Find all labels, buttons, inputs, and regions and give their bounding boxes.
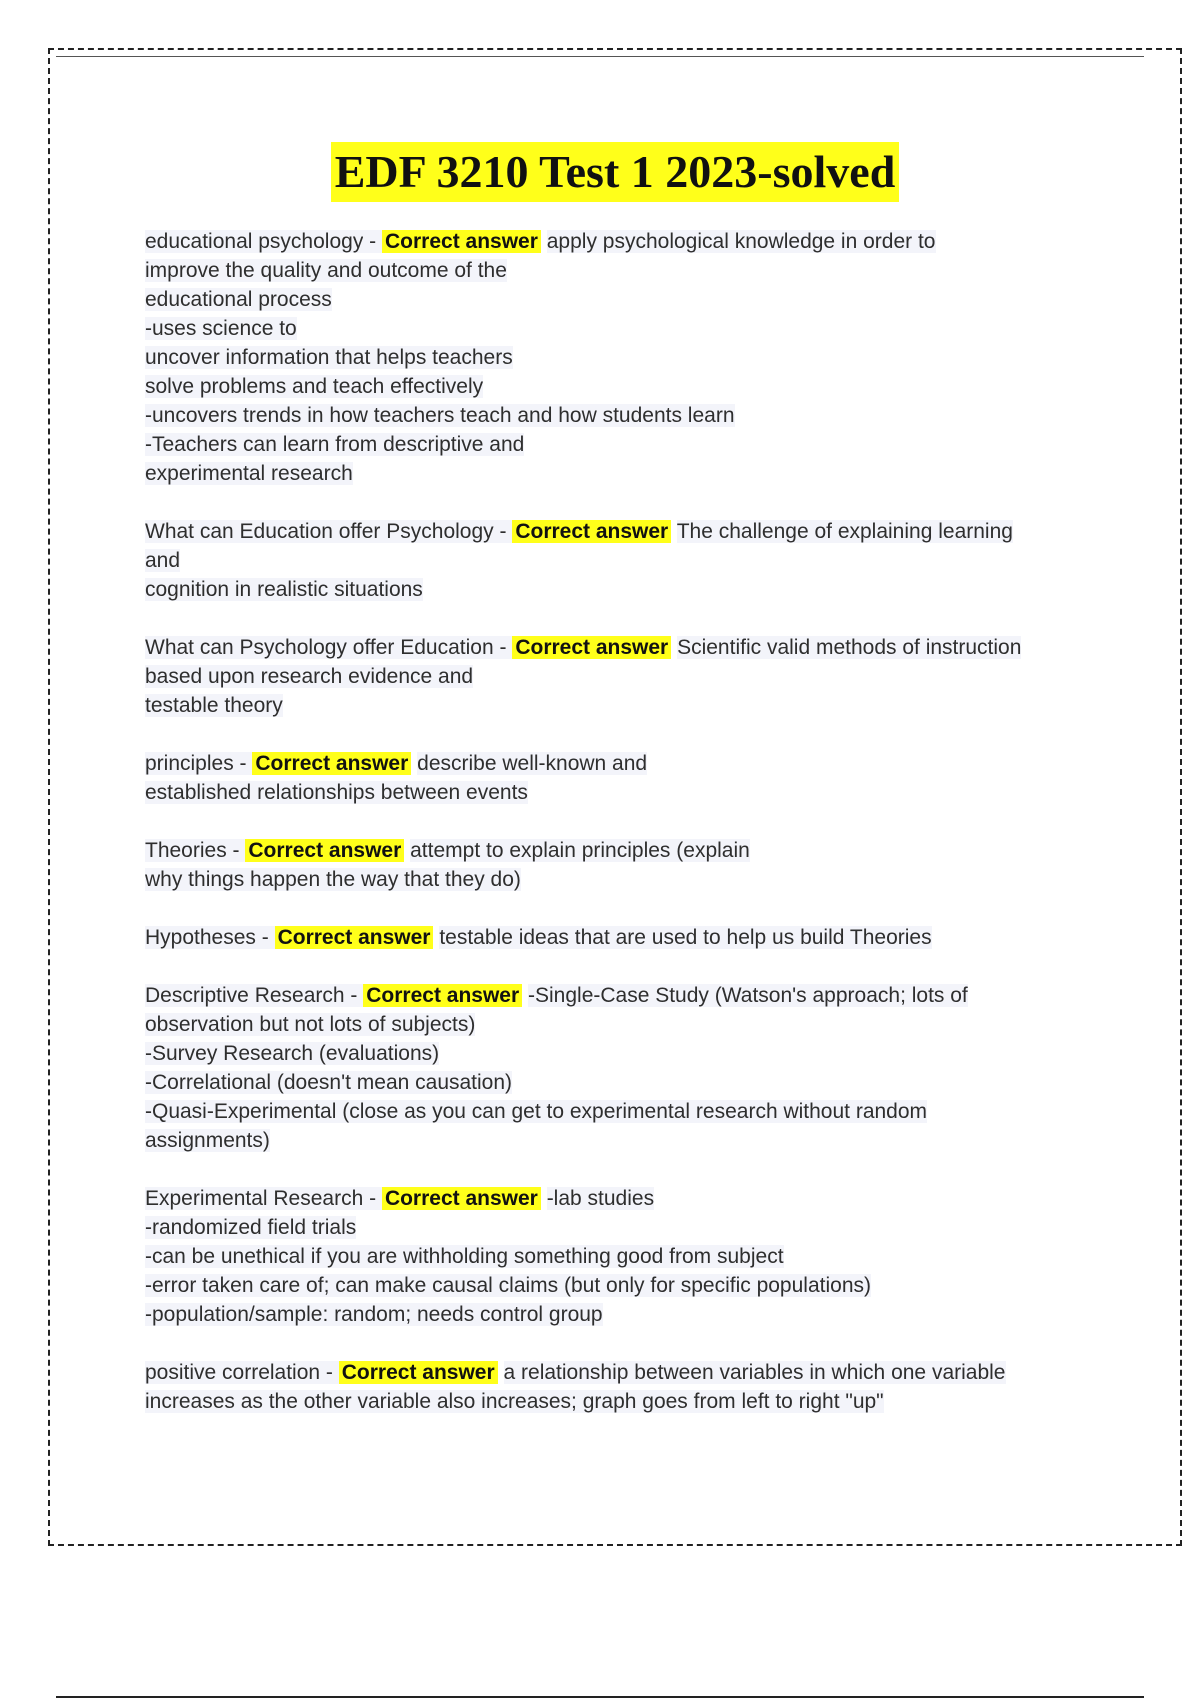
- qa-answer-line: [145, 546, 1075, 575]
- qa-first-line: [145, 749, 1075, 778]
- qa-separator: -: [344, 984, 364, 1007]
- qa-term: What can Education offer Psychology: [145, 520, 494, 543]
- qa-entry: [145, 1358, 1075, 1416]
- qa-separator: -: [493, 520, 513, 543]
- correct-answer-label: Correct answer: [339, 1361, 498, 1384]
- correct-answer-label: Correct answer: [275, 926, 434, 949]
- qa-list: [145, 227, 1075, 1445]
- correct-answer-label: Correct answer: [363, 984, 522, 1007]
- qa-separator: -: [493, 636, 513, 659]
- qa-answer-line: [145, 662, 1075, 691]
- qa-answer-line: [145, 1387, 1075, 1416]
- qa-answer-text: -Quasi-Experimental (close as you can get to experimental research without random: [145, 1100, 928, 1123]
- qa-answer-line: [145, 1300, 1075, 1329]
- qa-answer-line: [145, 575, 1075, 604]
- qa-answer-line: [145, 865, 1075, 894]
- qa-entry: [145, 517, 1075, 604]
- qa-first-line: [145, 1184, 1075, 1213]
- qa-first-line: [145, 923, 1075, 952]
- qa-term: Descriptive Research: [145, 984, 345, 1007]
- qa-answer-start: Scientific valid methods of instruction: [677, 636, 1022, 659]
- qa-separator: -: [226, 839, 246, 862]
- qa-answer-text: -population/sample: random; needs control group: [145, 1303, 603, 1326]
- qa-answer-line: [145, 1213, 1075, 1242]
- qa-answer-text: -randomized field trials: [145, 1216, 357, 1239]
- qa-answer-text: solve problems and teach effectively: [145, 375, 484, 398]
- qa-term: What can Psychology offer Education: [145, 636, 494, 659]
- correct-answer-label: Correct answer: [512, 636, 671, 659]
- correct-answer-label: Correct answer: [382, 1187, 541, 1210]
- qa-answer-line: [145, 401, 1075, 430]
- correct-answer-label: Correct answer: [512, 520, 671, 543]
- qa-answer-line: [145, 1010, 1075, 1039]
- qa-answer-start: The challenge of explaining learning: [676, 520, 1013, 543]
- qa-answer-text: increases as the other variable also increases; graph goes from left to right "up": [145, 1390, 884, 1413]
- qa-answer-line: [145, 1097, 1075, 1126]
- correct-answer-label: Correct answer: [382, 230, 541, 253]
- qa-first-line: [145, 633, 1075, 662]
- qa-answer-text: -uncovers trends in how teachers teach and how students learn: [145, 404, 735, 427]
- qa-answer-text: -Survey Research (evaluations): [145, 1042, 440, 1065]
- qa-term: principles: [145, 752, 234, 775]
- title-container: [0, 142, 1200, 202]
- document-title: EDF 3210 Test 1 2023-solved: [331, 142, 900, 202]
- qa-answer-line: [145, 691, 1075, 720]
- qa-term: Theories: [145, 839, 227, 862]
- qa-answer-start: -lab studies: [546, 1187, 655, 1210]
- qa-answer-line: [145, 343, 1075, 372]
- qa-term: Hypotheses: [145, 926, 256, 949]
- qa-answer-text: and: [145, 549, 181, 572]
- qa-answer-text: -Teachers can learn from descriptive and: [145, 433, 525, 456]
- qa-answer-text: -uses science to: [145, 317, 297, 340]
- qa-answer-text: educational process: [145, 288, 332, 311]
- qa-answer-text: experimental research: [145, 462, 353, 485]
- qa-answer-line: [145, 256, 1075, 285]
- qa-term: Experimental Research: [145, 1187, 364, 1210]
- top-rule: [56, 56, 1144, 57]
- qa-first-line: [145, 227, 1075, 256]
- qa-answer-start: attempt to explain principles (explain: [410, 839, 750, 862]
- qa-answer-line: [145, 285, 1075, 314]
- qa-answer-text: assignments): [145, 1129, 270, 1152]
- qa-answer-line: [145, 1271, 1075, 1300]
- qa-answer-line: [145, 1039, 1075, 1068]
- qa-entry: [145, 981, 1075, 1155]
- qa-answer-text: -Correlational (doesn't mean causation): [145, 1071, 513, 1094]
- bottom-rule: [56, 1696, 1144, 1698]
- qa-answer-text: observation but not lots of subjects): [145, 1013, 476, 1036]
- qa-answer-text: uncover information that helps teachers: [145, 346, 513, 369]
- qa-answer-start: -Single-Case Study (Watson's approach; lots of: [528, 984, 968, 1007]
- qa-answer-line: [145, 430, 1075, 459]
- qa-term: positive correlation: [145, 1361, 321, 1384]
- qa-separator: -: [255, 926, 275, 949]
- qa-answer-text: -error taken care of; can make causal claims (but only for specific populations): [145, 1274, 871, 1297]
- qa-answer-start: a relationship between variables in which one variable: [503, 1361, 1006, 1384]
- qa-first-line: [145, 836, 1075, 865]
- qa-entry: [145, 1184, 1075, 1329]
- qa-answer-text: based upon research evidence and: [145, 665, 474, 688]
- qa-entry: [145, 227, 1075, 488]
- qa-entry: [145, 633, 1075, 720]
- qa-answer-line: [145, 1068, 1075, 1097]
- qa-entry: [145, 836, 1075, 894]
- qa-answer-text: testable theory: [145, 694, 283, 717]
- qa-answer-text: established relationships between events: [145, 781, 528, 804]
- qa-entry: [145, 923, 1075, 952]
- qa-answer-line: [145, 459, 1075, 488]
- qa-separator: -: [363, 1187, 382, 1210]
- qa-first-line: [145, 1358, 1075, 1387]
- qa-answer-line: [145, 778, 1075, 807]
- qa-entry: [145, 749, 1075, 807]
- qa-answer-text: why things happen the way that they do): [145, 868, 521, 891]
- qa-answer-text: cognition in realistic situations: [145, 578, 423, 601]
- correct-answer-label: Correct answer: [252, 752, 411, 775]
- qa-first-line: [145, 517, 1075, 546]
- qa-term: educational psychology: [145, 230, 364, 253]
- qa-answer-line: [145, 1242, 1075, 1271]
- qa-separator: -: [363, 230, 382, 253]
- qa-answer-line: [145, 372, 1075, 401]
- qa-answer-text: improve the quality and outcome of the: [145, 259, 507, 282]
- qa-answer-line: [145, 1126, 1075, 1155]
- qa-separator: -: [320, 1361, 339, 1384]
- qa-separator: -: [233, 752, 253, 775]
- qa-answer-start: testable ideas that are used to help us build Theories: [439, 926, 932, 949]
- qa-answer-line: [145, 314, 1075, 343]
- correct-answer-label: Correct answer: [245, 839, 404, 862]
- qa-answer-start: apply psychological knowledge in order to: [546, 230, 936, 253]
- qa-answer-text: -can be unethical if you are withholding something good from subject: [145, 1245, 784, 1268]
- qa-first-line: [145, 981, 1075, 1010]
- qa-answer-start: describe well-known and: [417, 752, 648, 775]
